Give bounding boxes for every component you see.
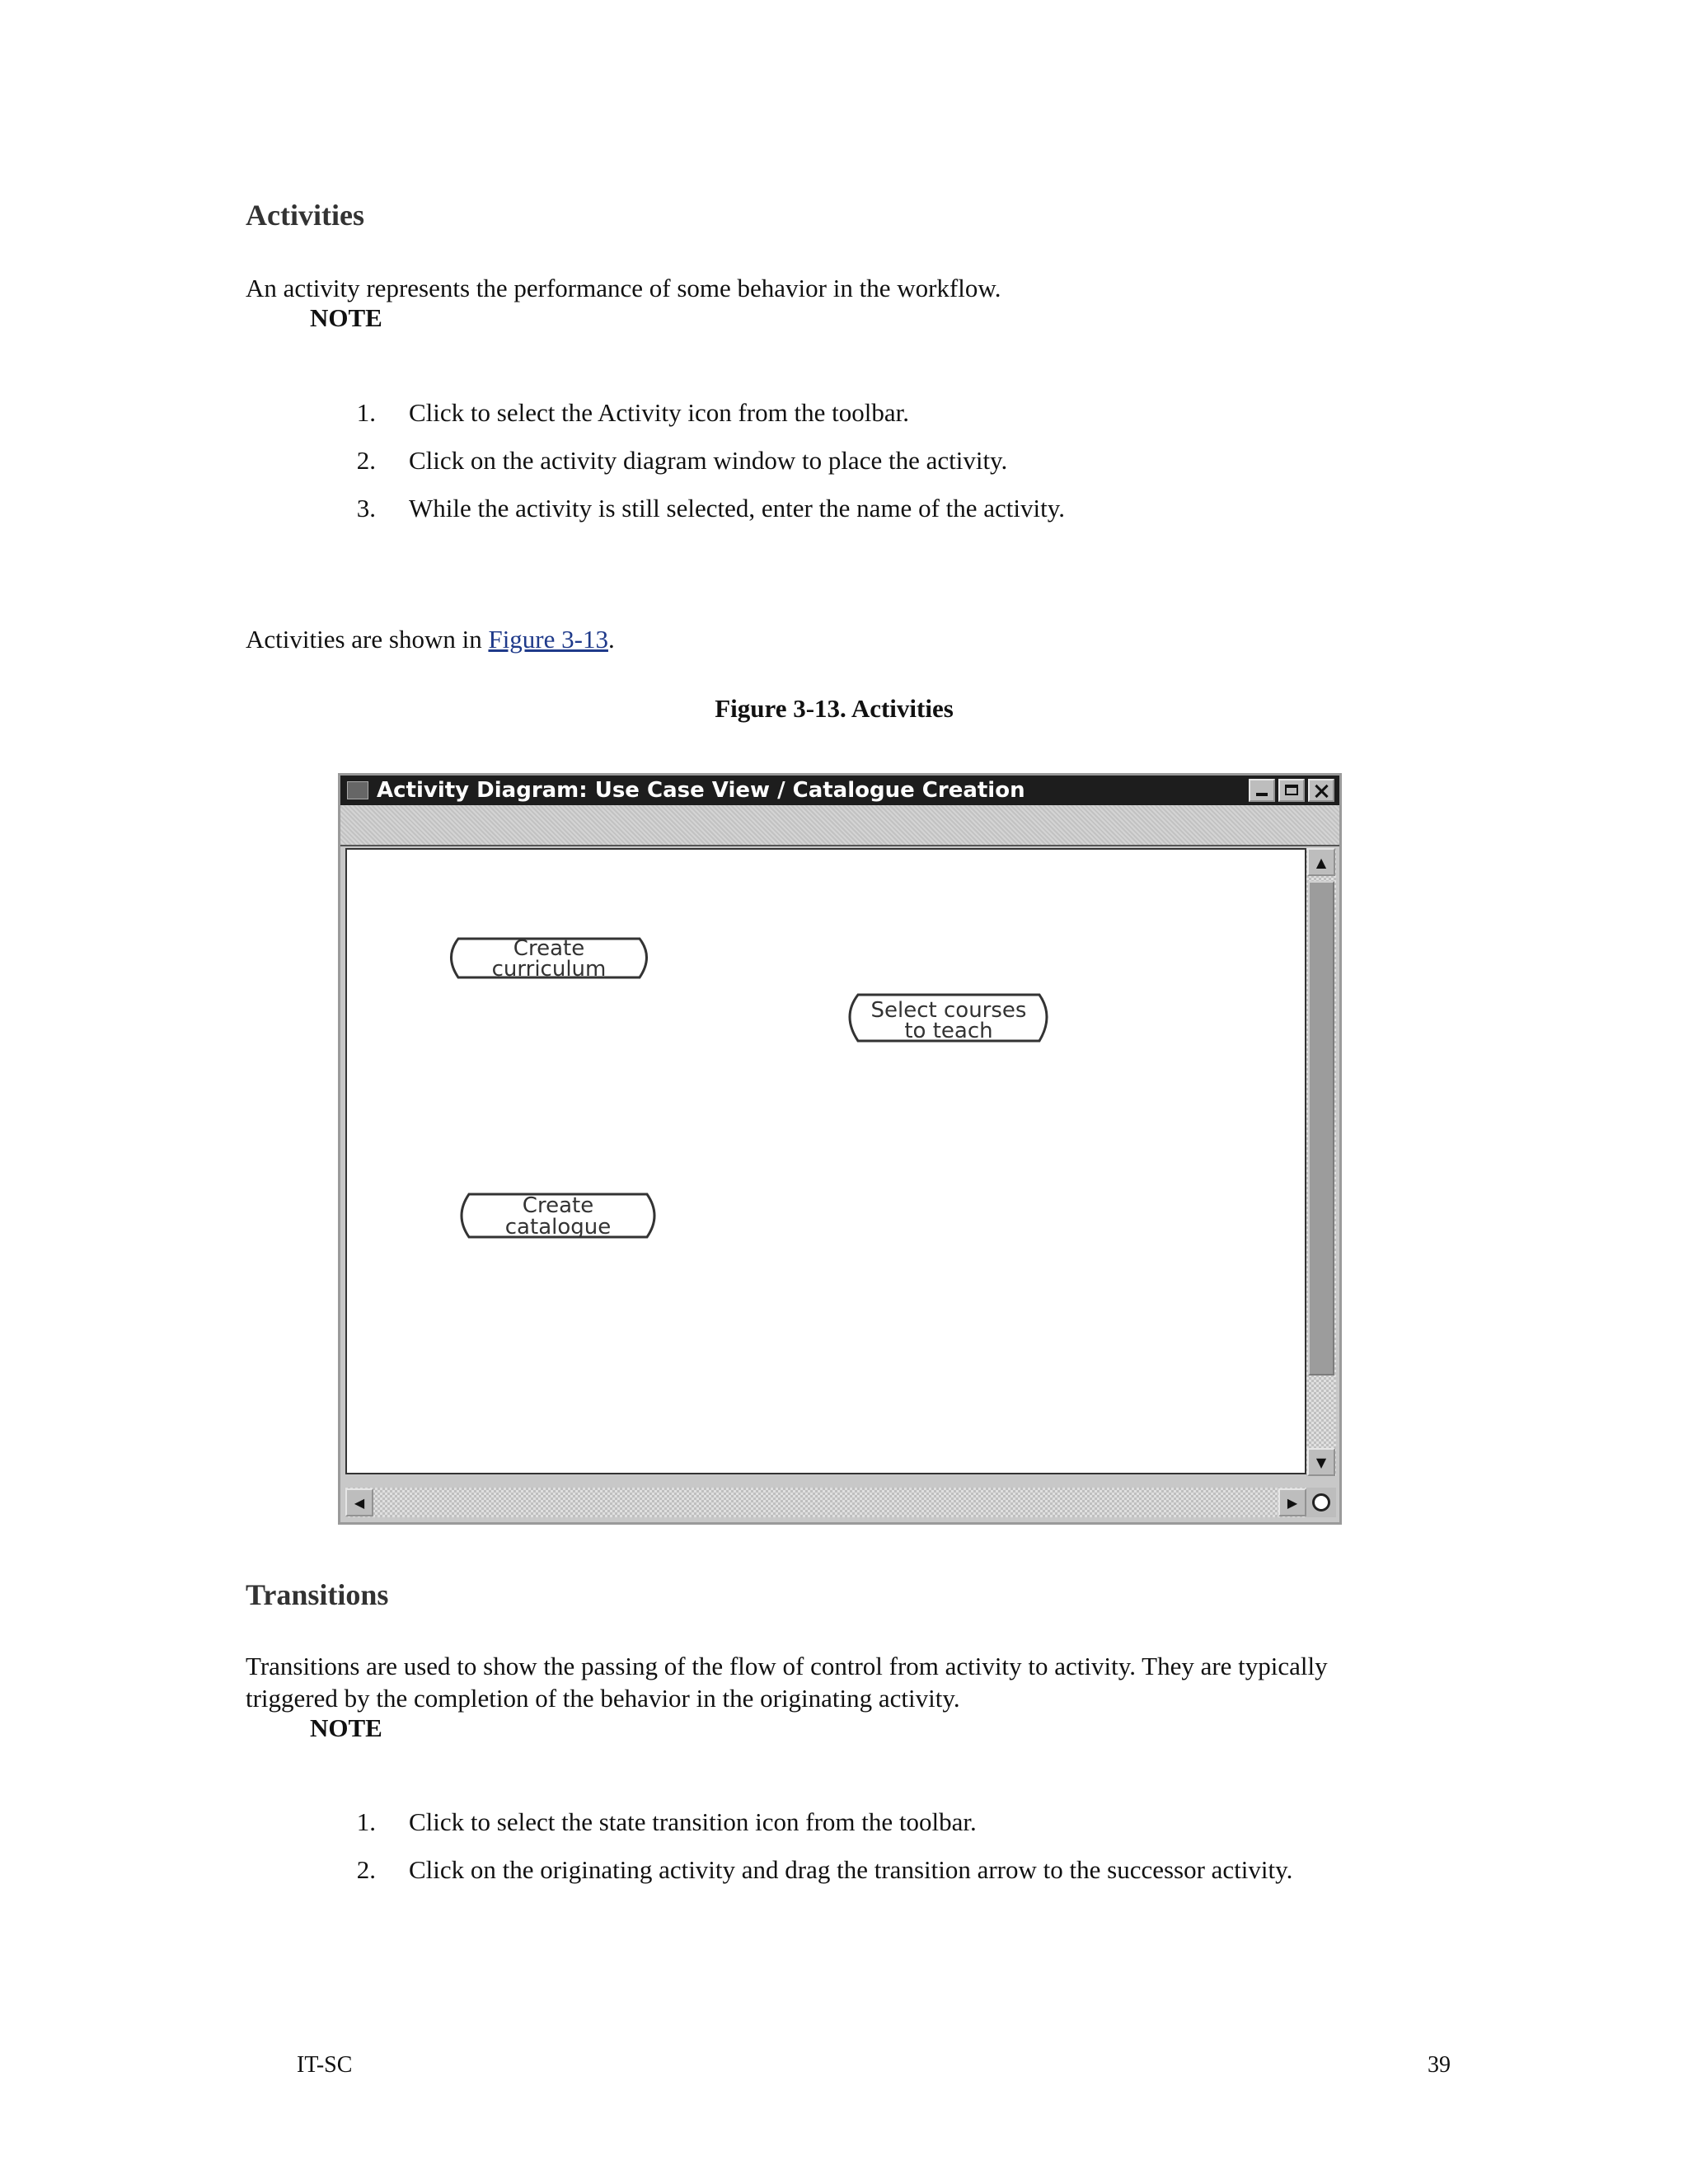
activity-select-courses[interactable] xyxy=(850,995,1047,1043)
activity-label-line2: to teach xyxy=(904,1019,993,1043)
page-number: 39 xyxy=(1428,2052,1451,2078)
activity-steps-list xyxy=(326,398,1065,541)
window-title: Activity Diagram: Use Case View / Catalogue Creation xyxy=(377,778,1025,803)
step-text: Click on the originating activity and drag the transition arrow to the successor activity. xyxy=(409,1855,1293,1884)
list-item xyxy=(326,1855,1292,1903)
scroll-down-arrow-icon[interactable]: ▼ xyxy=(1307,1448,1335,1476)
section-heading-activities: Activities xyxy=(246,199,364,232)
list-item xyxy=(326,1807,1292,1855)
step-number: 1. xyxy=(356,1807,376,1836)
activity-label-line1: Select courses xyxy=(870,998,1027,1023)
step-text: While the activity is still selected, enter the name of the activity. xyxy=(409,494,1065,523)
step-text: Click to select the state transition icon from the toolbar. xyxy=(409,1807,977,1836)
window-titlebar[interactable] xyxy=(340,776,1339,805)
scroll-up-arrow-icon[interactable]: ▲ xyxy=(1307,848,1335,876)
step-number: 3. xyxy=(356,494,376,523)
system-menu-icon[interactable] xyxy=(347,781,368,799)
scroll-left-arrow-icon[interactable]: ◀ xyxy=(345,1488,373,1516)
activity-label-line1: Create xyxy=(522,1193,594,1218)
note-label: NOTE xyxy=(310,1713,382,1742)
diagram-canvas[interactable] xyxy=(345,848,1306,1474)
note-label: NOTE xyxy=(310,303,382,332)
horizontal-scrollbar[interactable] xyxy=(345,1488,1306,1517)
close-button[interactable] xyxy=(1308,779,1334,802)
list-item xyxy=(326,398,1065,446)
vertical-scrollbar[interactable] xyxy=(1306,848,1336,1476)
figure-reference-prefix: Activities are shown in xyxy=(246,625,489,654)
vertical-scroll-thumb[interactable] xyxy=(1308,881,1334,1376)
resize-grip-icon[interactable] xyxy=(1306,1488,1336,1517)
maximize-button[interactable] xyxy=(1278,779,1305,802)
figure-caption: Figure 3-13. Activities xyxy=(715,694,954,723)
figure-reference-sentence xyxy=(246,623,615,655)
activity-label-line2: catalogue xyxy=(504,1215,612,1240)
step-number: 1. xyxy=(356,398,376,427)
step-text: Click to select the Activity icon from the toolbar. xyxy=(409,398,909,427)
step-number: 2. xyxy=(356,1855,376,1884)
scroll-right-arrow-icon[interactable]: ▶ xyxy=(1278,1488,1306,1516)
activity-create-curriculum[interactable] xyxy=(452,936,647,982)
window-controls xyxy=(1249,779,1334,802)
footer-left-text: IT-SC xyxy=(297,2052,353,2078)
step-number: 2. xyxy=(356,446,376,475)
transition-steps-list xyxy=(326,1807,1292,1903)
figure-3-13-link[interactable]: Figure 3-13 xyxy=(488,625,608,654)
activity-label-line1: Create xyxy=(513,936,585,961)
diagram-svg xyxy=(347,850,1305,1473)
list-item xyxy=(326,494,1065,541)
list-item xyxy=(326,446,1065,494)
toolbar-strip xyxy=(340,805,1339,846)
step-text: Click on the activity diagram window to place the activity. xyxy=(409,446,1008,475)
section-heading-transitions: Transitions xyxy=(246,1578,389,1611)
activities-intro: An activity represents the performance of some behavior in the workflow. xyxy=(246,274,1001,302)
transitions-intro-line1: Transitions are used to show the passing of the flow of control from activity to activity. They are typically xyxy=(246,1652,1328,1680)
minimize-button[interactable] xyxy=(1249,779,1275,802)
figure-reference-suffix: . xyxy=(607,625,615,654)
activity-create-catalogue[interactable] xyxy=(462,1193,654,1240)
transitions-intro-line2: triggered by the completion of the behavior in the originating activity. xyxy=(246,1684,960,1713)
activity-label-line2: curriculum xyxy=(491,957,607,982)
activity-diagram-window xyxy=(338,773,1342,1525)
